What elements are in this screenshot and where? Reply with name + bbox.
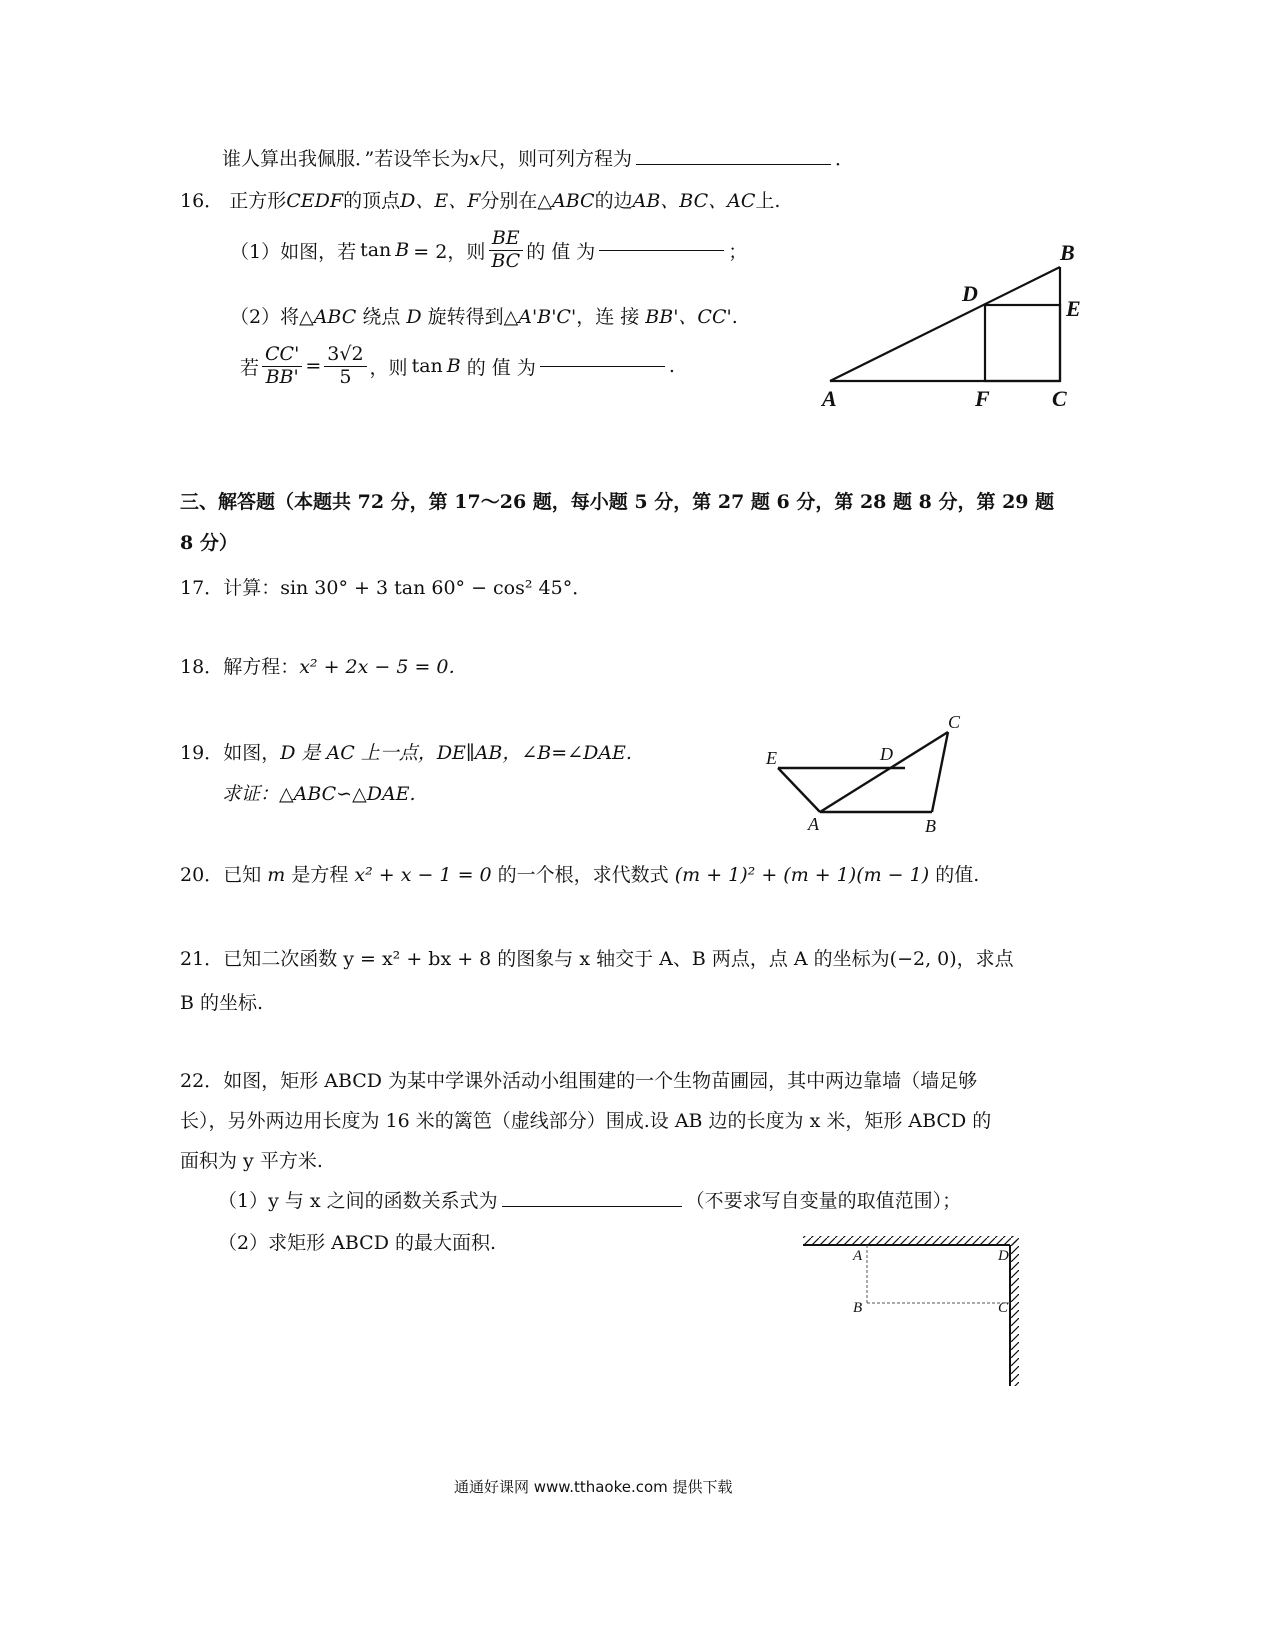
line-bc — [932, 732, 948, 812]
q22-garden-figure — [795, 1230, 1035, 1390]
q22-line3: 面积为 y 平方米. — [180, 1150, 323, 1172]
answer-blank — [599, 249, 724, 251]
q19-line2: 求证：△ABC∽△DAE. — [222, 783, 416, 805]
fraction-cc-bb: $\frac{CC'}{BB'}$ — [262, 344, 302, 389]
label-b: B — [1060, 240, 1075, 265]
label-a: A — [822, 386, 837, 411]
page-footer: 通通好课网 www.tthaoke.com 提供下载 — [454, 1478, 733, 1496]
line-ab — [830, 267, 1060, 381]
label-d: D — [962, 281, 978, 306]
q22-line2: 长），另外两边用长度为 16 米的篱笆（虚线部分）围成.设 AB 边的长度为 x 米，矩形 ABCD 的 — [180, 1110, 992, 1132]
q16-part3: 若 $\frac{CC'}{BB'}$ = $\frac{3√2}{5}$ ，则 tan B 的 值 为 . — [240, 343, 675, 388]
section3-heading-line1: 三、解答题（本题共 72 分，第 17～26 题，每小题 5 分，第 27 题 6 分，第 28 题 8 分，第 29 题 — [180, 491, 1055, 513]
label-e: E — [766, 748, 777, 768]
q19-figure — [760, 708, 970, 838]
label-f: F — [975, 386, 990, 411]
label-c: C — [1052, 386, 1067, 411]
q21-line2: B 的坐标. — [180, 992, 264, 1014]
q22-part2: （2）求矩形 ABCD 的最大面积. — [218, 1232, 497, 1254]
label-c: C — [948, 712, 961, 732]
q19-line1: 19．如图，D 是 AC 上一点，DE∥AB，∠B=∠DAE. — [180, 742, 632, 764]
q22-part1: （1）y 与 x 之间的函数关系式为 （不要求写自变量的取值范围）； — [218, 1190, 962, 1212]
label-c: C — [998, 1300, 1009, 1316]
label-a: A — [808, 814, 819, 834]
q18: 18．解方程：x² + 2x − 5 = 0． — [180, 656, 468, 678]
line-ea — [778, 768, 820, 812]
q16-part1: （1）如图，若 tan B = 2，则 $\frac{BE}{BC}$ 的 值 为 ； — [230, 227, 748, 272]
label-a: A — [853, 1248, 863, 1264]
answer-blank — [636, 163, 831, 165]
label-d: D — [880, 744, 893, 764]
label-b: B — [925, 816, 936, 836]
answer-blank — [502, 1205, 682, 1207]
fraction-be-bc: $\frac{BE}{BC}$ — [488, 228, 523, 273]
q20: 20．已知 m 是方程 x² + x − 1 = 0 的一个根，求代数式 (m + 1)² + (m + 1)(m − 1) 的值. — [180, 864, 980, 886]
wall-right — [1010, 1236, 1019, 1386]
q17-expression: sin 30° + 3 tan 60° − cos² 45°． — [280, 577, 592, 599]
q21-line1: 21．已知二次函数 y = x² + bx + 8 的图象与 x 轴交于 A、B 两点，点 A 的坐标为(−2, 0)，求点 — [180, 948, 1014, 970]
q15-tail-line: 谁人算出我佩服．”若设竿长为x尺，则可列方程为 ． — [222, 148, 854, 170]
q18-equation: x² + 2x − 5 = 0． — [299, 656, 468, 678]
wall-top — [803, 1236, 1017, 1245]
q17: 17．计算：sin 30° + 3 tan 60° − cos² 45°． — [180, 577, 592, 599]
label-e: E — [1066, 296, 1081, 321]
square-cedf — [985, 305, 1060, 381]
label-d: D — [998, 1248, 1009, 1264]
section3-heading-line2: 8 分） — [180, 532, 238, 554]
q16-stem: 16． 正方形CEDF的顶点D、E、F分别在△ABC的边AB、BC、AC上. — [180, 190, 781, 212]
label-b: B — [853, 1300, 863, 1316]
q16-part2: （2）将△ABC 绕点 D 旋转得到△A'B'C'，连 接 BB'、CC'. — [230, 306, 738, 328]
q22-line1: 22．如图，矩形 ABCD 为某中学课外活动小组围建的一个生物苗圃园，其中两边靠墙（墙足够 — [180, 1070, 978, 1092]
answer-blank — [540, 365, 665, 367]
fraction-3root2-5: $\frac{3√2}{5}$ — [324, 344, 366, 389]
q16-triangle-figure — [810, 236, 1100, 416]
